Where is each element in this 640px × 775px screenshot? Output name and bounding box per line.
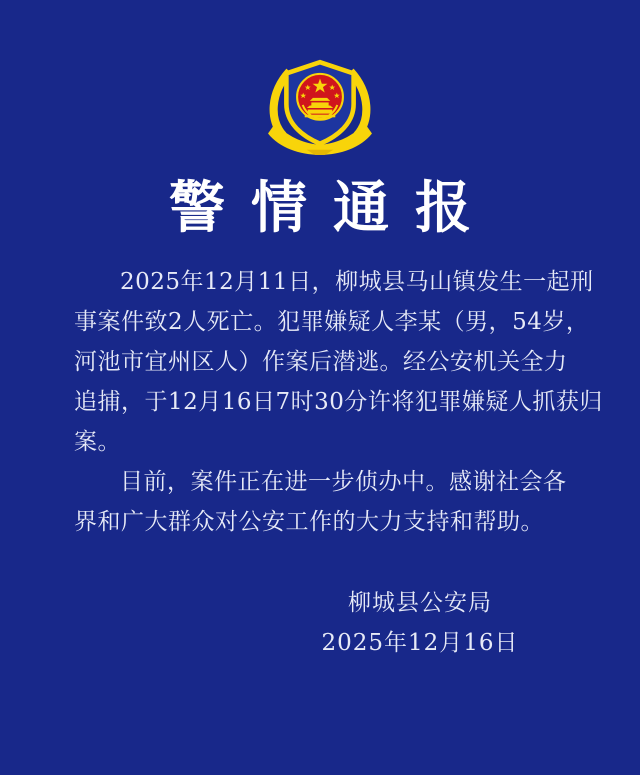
notice-signature xyxy=(306,583,534,663)
body-line: 目前，案件正在进一步侦办中。感谢社会各 xyxy=(120,469,567,495)
body-line: 2025年12月11日，柳城县马山镇发生一起刑 xyxy=(120,269,594,295)
body-line: 界和广大群众对公安工作的大力支持和帮助。 xyxy=(74,509,544,535)
body-line: 案。 xyxy=(74,429,121,455)
signature-agency: 柳城县公安局 xyxy=(348,590,492,616)
police-badge-icon xyxy=(266,56,374,156)
notice-title: 警情通报 xyxy=(169,175,497,241)
signature-date: 2025年12月16日 xyxy=(321,630,519,656)
notice-body xyxy=(74,262,603,542)
body-line: 事案件致2人死亡。犯罪嫌疑人李某（男，54岁， xyxy=(74,309,590,335)
body-line: 河池市宜州区人）作案后潜逃。经公安机关全力 xyxy=(74,349,568,375)
body-line: 追捕，于12月16日7时30分许将犯罪嫌疑人抓获归 xyxy=(74,389,603,415)
